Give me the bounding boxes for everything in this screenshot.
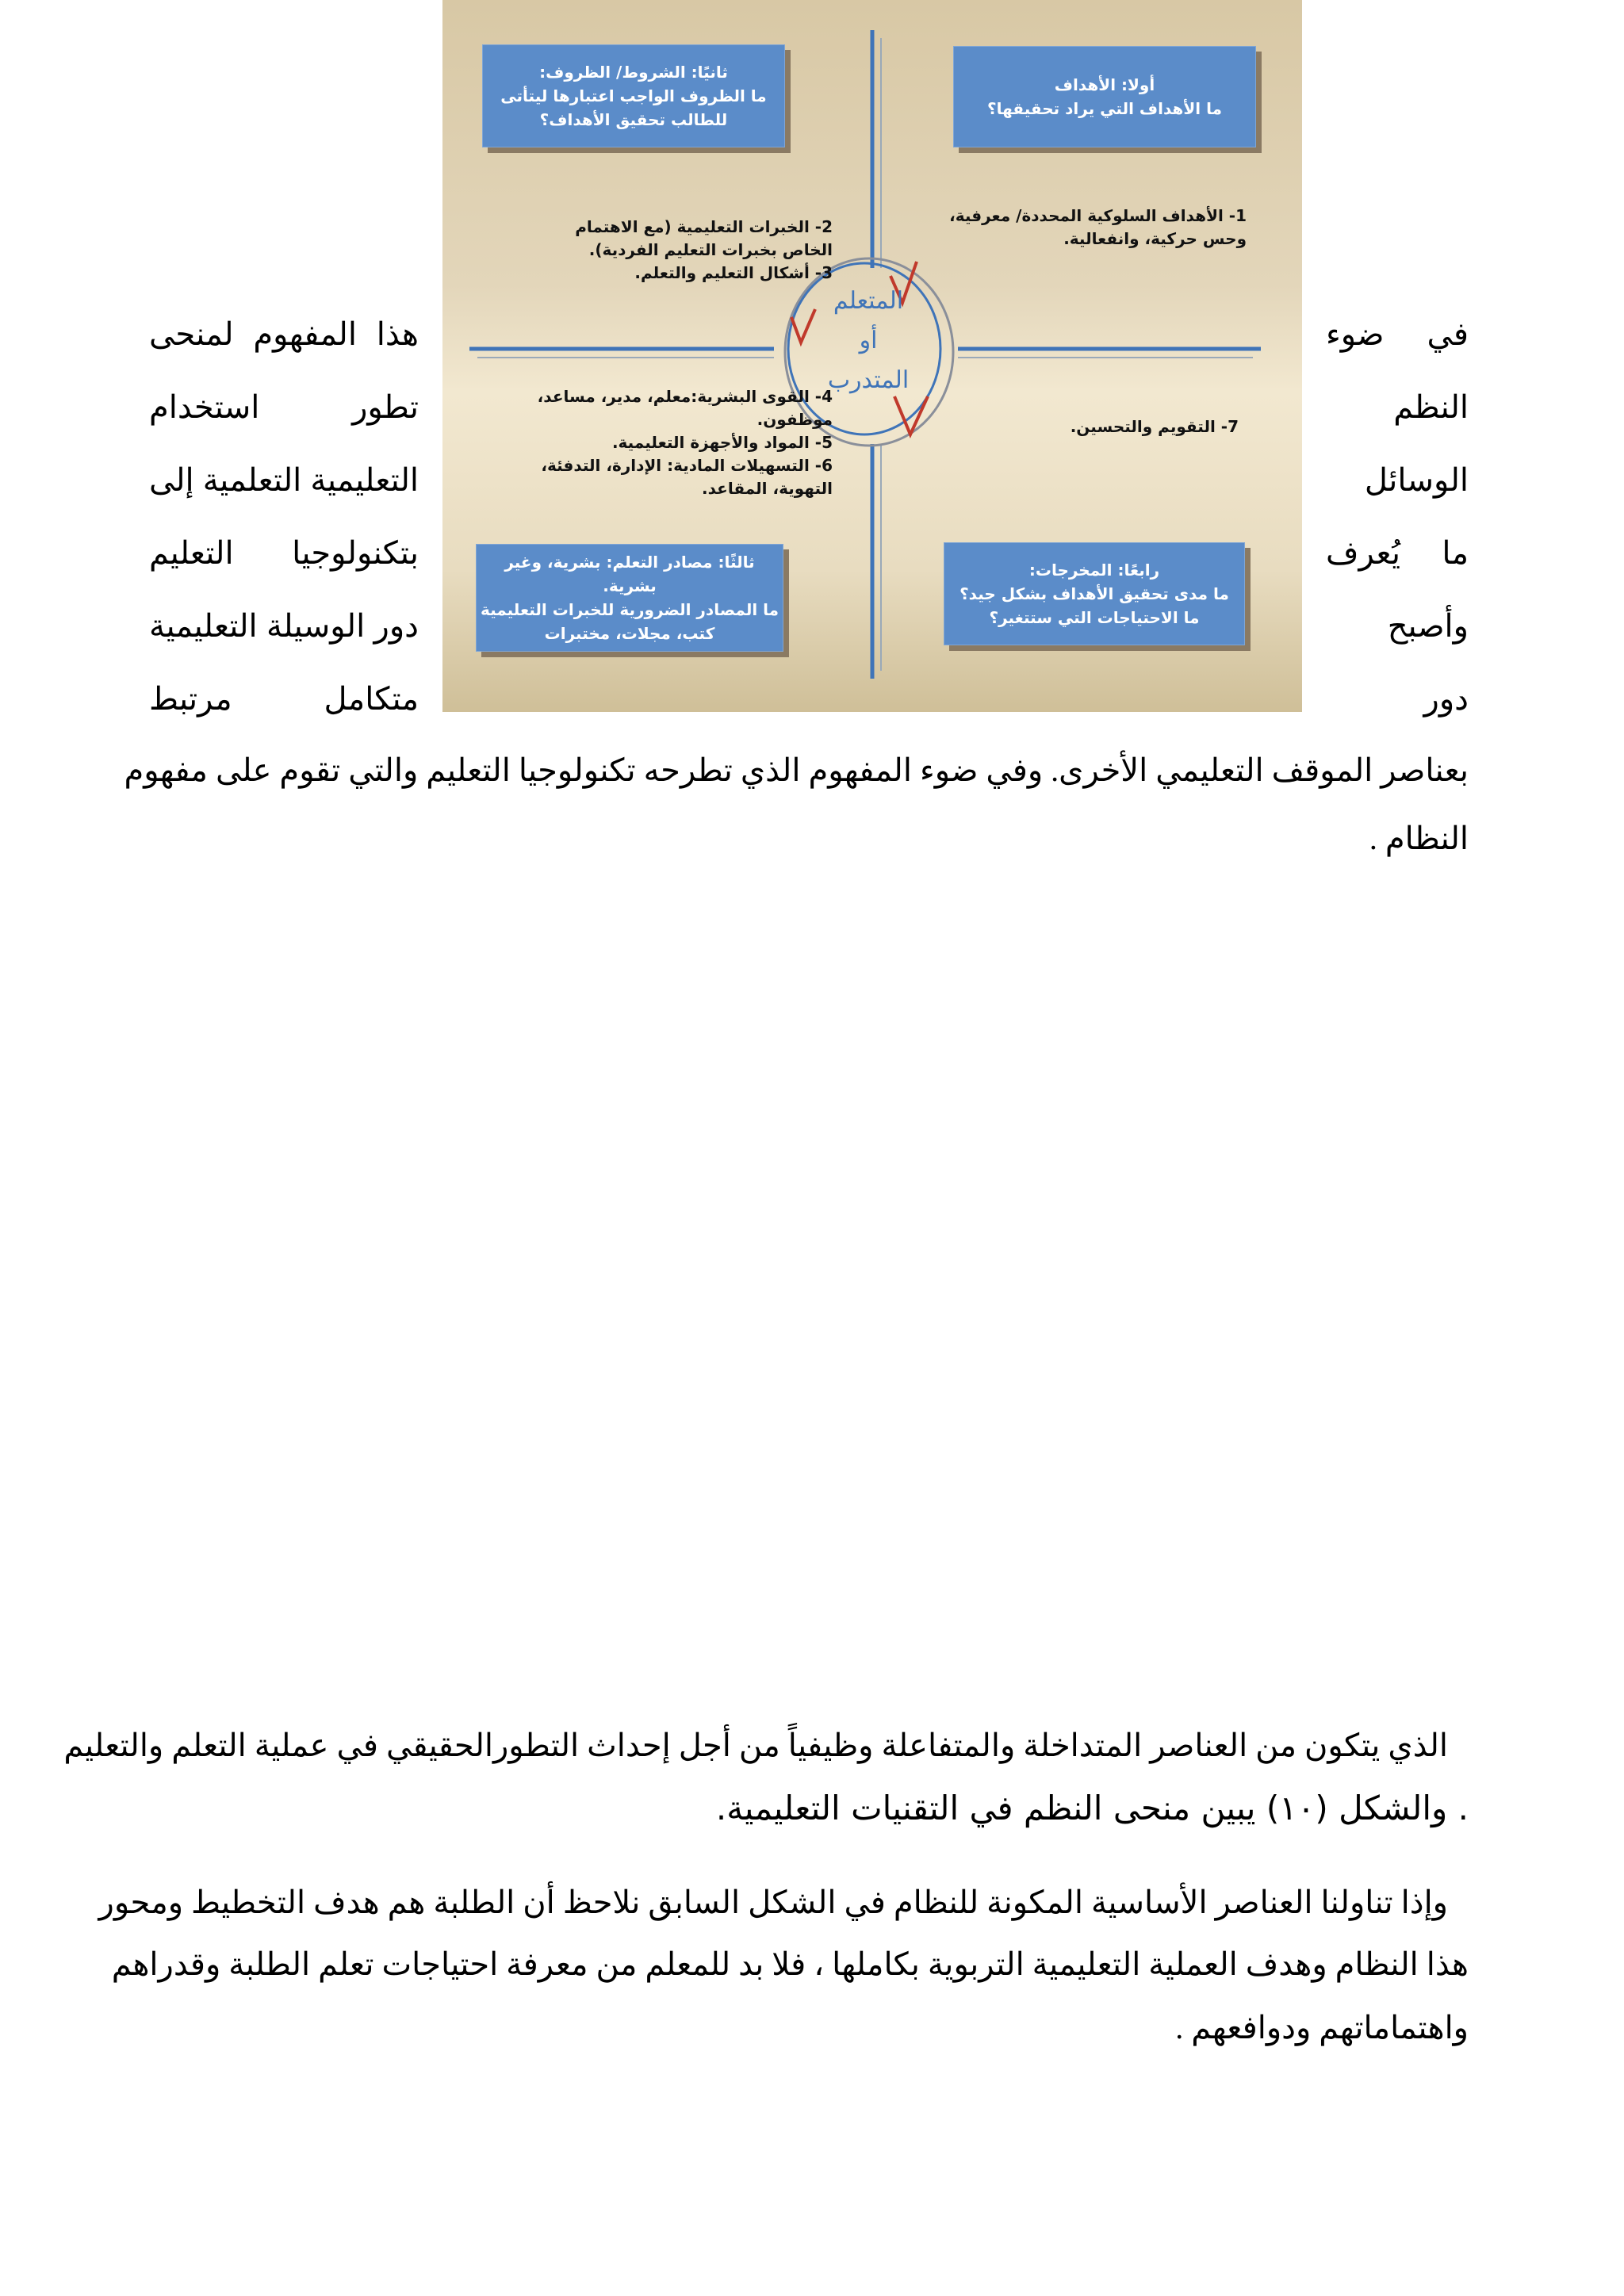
continuation-line-2: النظام .: [1369, 821, 1469, 856]
right-line-2: النظم: [1393, 389, 1469, 425]
paragraph-3-line-1: وإذا تناولنا العناصر الأساسية المكونة للنظام في الشكل السابق نلاحظ أن الطلبة هم هدف التخطيط ومحور: [98, 1885, 1448, 1920]
box-conditions: ثانيًا: الشروط/ الظروف: ما الظروف الواجب اعتبارها ليتأتى للطالب تحقيق الأهداف؟: [482, 44, 785, 147]
right-line-4: ما يُعرف: [1326, 535, 1469, 571]
right-line-1: في ضوء: [1326, 316, 1469, 352]
right-line-3: الوسائل: [1364, 462, 1469, 498]
paragraph-3-line-2: هذا النظام وهدف العملية التعليمية التربوية بكاملها ، فلا بد للمعلم من معرفة احتياجات تعلم الطلبة وقدراهم: [111, 1946, 1469, 1982]
center-label-or: أو: [859, 327, 878, 354]
continuation-line-1: بعناصر الموقف التعليمي الأخرى. وفي ضوء المفهوم الذي تطرحه تكنولوجيا التعليم والتي تقوم على مفهوم: [124, 752, 1469, 788]
left-line-1: هذا المفهوم لمنحى: [149, 316, 419, 352]
center-label-trainee: المتدرب: [827, 366, 910, 394]
box-sources: ثالثًا: مصادر التعلم: بشرية، وغير بشرية. ما المصادر الضرورية للخبرات التعليمية كتب، مجلات، مختبرات: [476, 544, 783, 652]
system-approach-figure: [442, 0, 1302, 712]
left-line-5: دور الوسيلة التعليمية: [149, 608, 419, 644]
right-line-6: دور: [1423, 681, 1469, 717]
item-1-objectives: 1- الأهداف السلوكية المحددة/ معرفية، وحس حركية، وانفعالية.: [949, 206, 1247, 248]
left-line-4: بتكنولوجيا التعليم: [149, 535, 419, 571]
right-line-5: وأصبح: [1387, 608, 1469, 644]
left-line-2: تطور استخدام: [149, 389, 419, 425]
item-7-evaluation: 7- التقويم والتحسين.: [1070, 417, 1239, 436]
box-goals: أولا: الأهداف ما الأهداف التي يراد تحقيقها؟: [953, 46, 1256, 147]
center-label-learner: المتعلم: [833, 287, 904, 315]
left-line-3: التعليمية التعلمية إلى: [149, 462, 419, 498]
paragraph-3-line-3: واهتماماتهم ودوافعهم .: [1175, 2010, 1469, 2045]
box-outputs: رابعًا: المخرجات: ما مدى تحقيق الأهداف بشكل جيد؟ ما الاحتياجات التي ستتغير؟: [944, 542, 1245, 645]
paragraph-2-line-1: الذي يتكون من العناصر المتداخلة والمتفاعلة وظيفياً من أجل إحداث التطورالحقيقي في عملية التعلم والتعليم: [63, 1728, 1448, 1763]
center-label: [809, 281, 928, 400]
items-4-6-resources: 4- القوى البشرية:معلم، مدير، مساعد، موظفون. 5- المواد والأجهزة التعليمية. 6- التسهيلات المادية: الإدارة، التدفئة، التهوية، المقاعد.: [537, 387, 833, 498]
items-2-3-experiences: 2- الخبرات التعليمية (مع الاهتمام الخاص بخبرات التعليم الفردية). 3- أشكال التعليم والتعلم.: [575, 217, 833, 282]
left-line-6: متكامل مرتبط: [149, 681, 419, 717]
paragraph-2-line-2: . والشكل (١٠) يبين منحى النظم في التقنيات التعليمية.: [715, 1789, 1469, 1827]
